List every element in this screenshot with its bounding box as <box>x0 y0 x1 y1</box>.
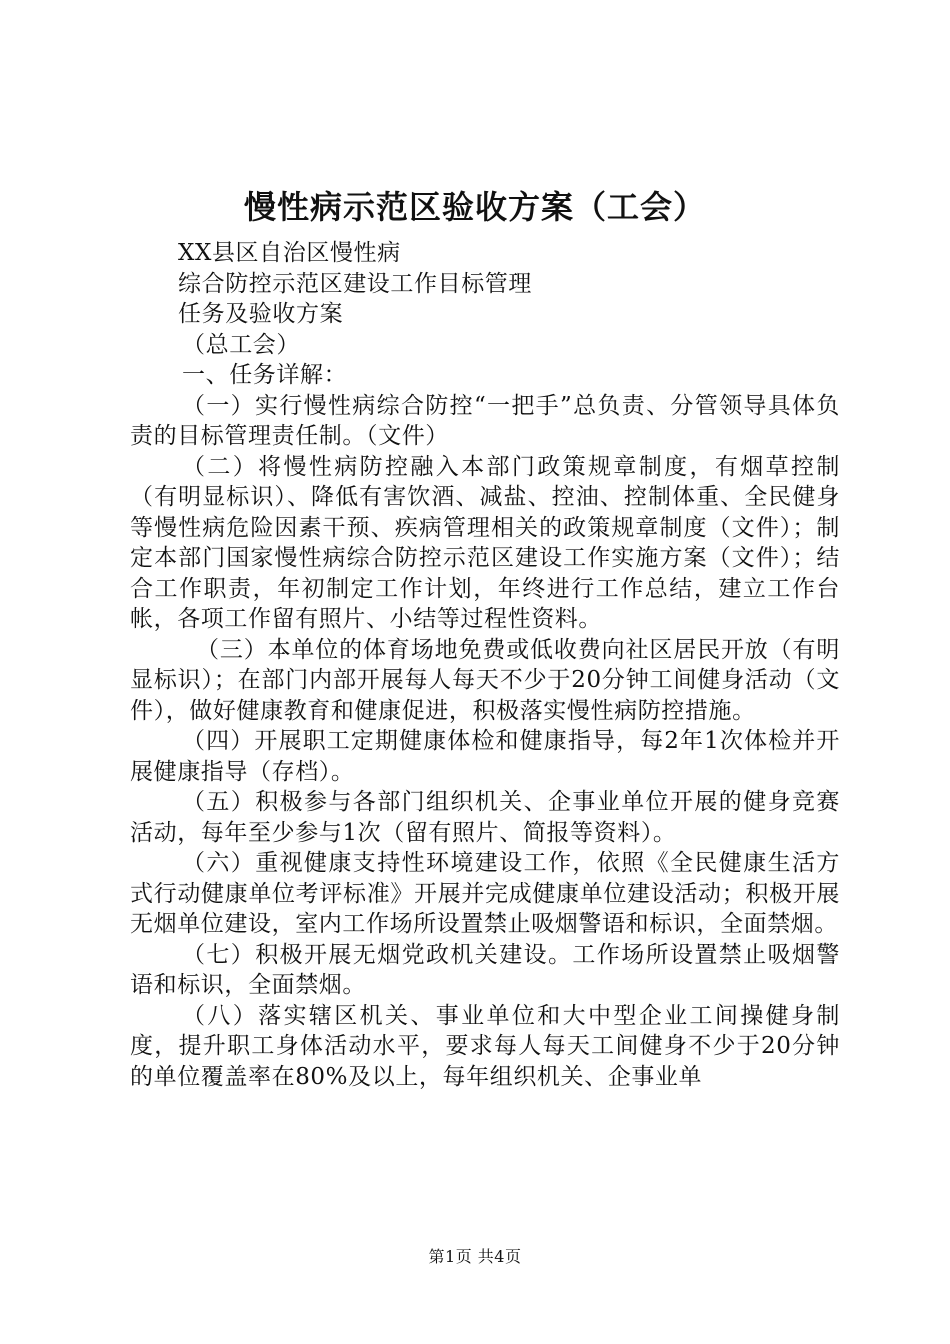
header-line-scope: 任务及验收方案 <box>178 301 344 327</box>
paragraph-2: （二）将慢性病防控融入本部门政策规章制度，有烟草控制（有明显标识）、降低有害饮酒、减盐、控油、控制体重、全民健身等慢性病危险因素干预、疾病管理相关的政策规章制度（文件）；制定本部门国家慢性病综合防控示范区建设工作实施方案（文件）；结合工作职责，年初制定工作计划，年终进行工作总结，建立工作台帐，各项工作留有照片、小结等过程性资料。 <box>130 453 840 632</box>
paragraph-1: （一）实行慢性病综合防控“一把手”总负责、分管领导具体负责的目标管理责任制。（文件） <box>130 392 840 449</box>
paragraph-8: （八）落实辖区机关、事业单位和大中型企业工间操健身制度，提升职工身体活动水平，要求每人每天工间健身不少于20分钟的单位覆盖率在80%及以上，每年组织机关、企事业单 <box>130 1002 840 1090</box>
document-title: 慢性病示范区验收方案（工会） <box>243 188 706 226</box>
header-line-region: XX县区自治区慢性病 <box>178 240 401 266</box>
paragraph-4: （四）开展职工定期健康体检和健康指导，每2年1次体检并开展健康指导（存档）。 <box>130 728 840 785</box>
page-footer: 第1页 共4页 <box>428 1247 522 1266</box>
paragraph-5: （五）积极参与各部门组织机关、企事业单位开展的健身竞赛活动，每年至少参与1次（留有照片、简报等资料）。 <box>130 789 840 846</box>
paragraph-7: （七）积极开展无烟党政机关建设。工作场所设置禁止吸烟警语和标识，全面禁烟。 <box>130 941 840 998</box>
document-body <box>130 238 840 1092</box>
header-line-unit: （总工会） <box>182 331 300 358</box>
paragraph-6: （六）重视健康支持性环境建设工作，依照《全民健康生活方式行动健康单位考评标准》开展并完成健康单位建设活动；积极开展无烟单位建设，室内工作场所设置禁止吸烟警语和标识，全面禁烟。 <box>130 850 840 937</box>
section-heading: 一、任务详解： <box>182 362 348 388</box>
paragraph-3: （三）本单位的体育场地免费或低收费向社区居民开放（有明显标识）；在部门内部开展每人每天不少于20分钟工间健身活动（文件），做好健康教育和健康促进，积极落实慢性病防控措施。 <box>130 636 840 724</box>
header-line-subject: 综合防控示范区建设工作目标管理 <box>178 270 532 297</box>
